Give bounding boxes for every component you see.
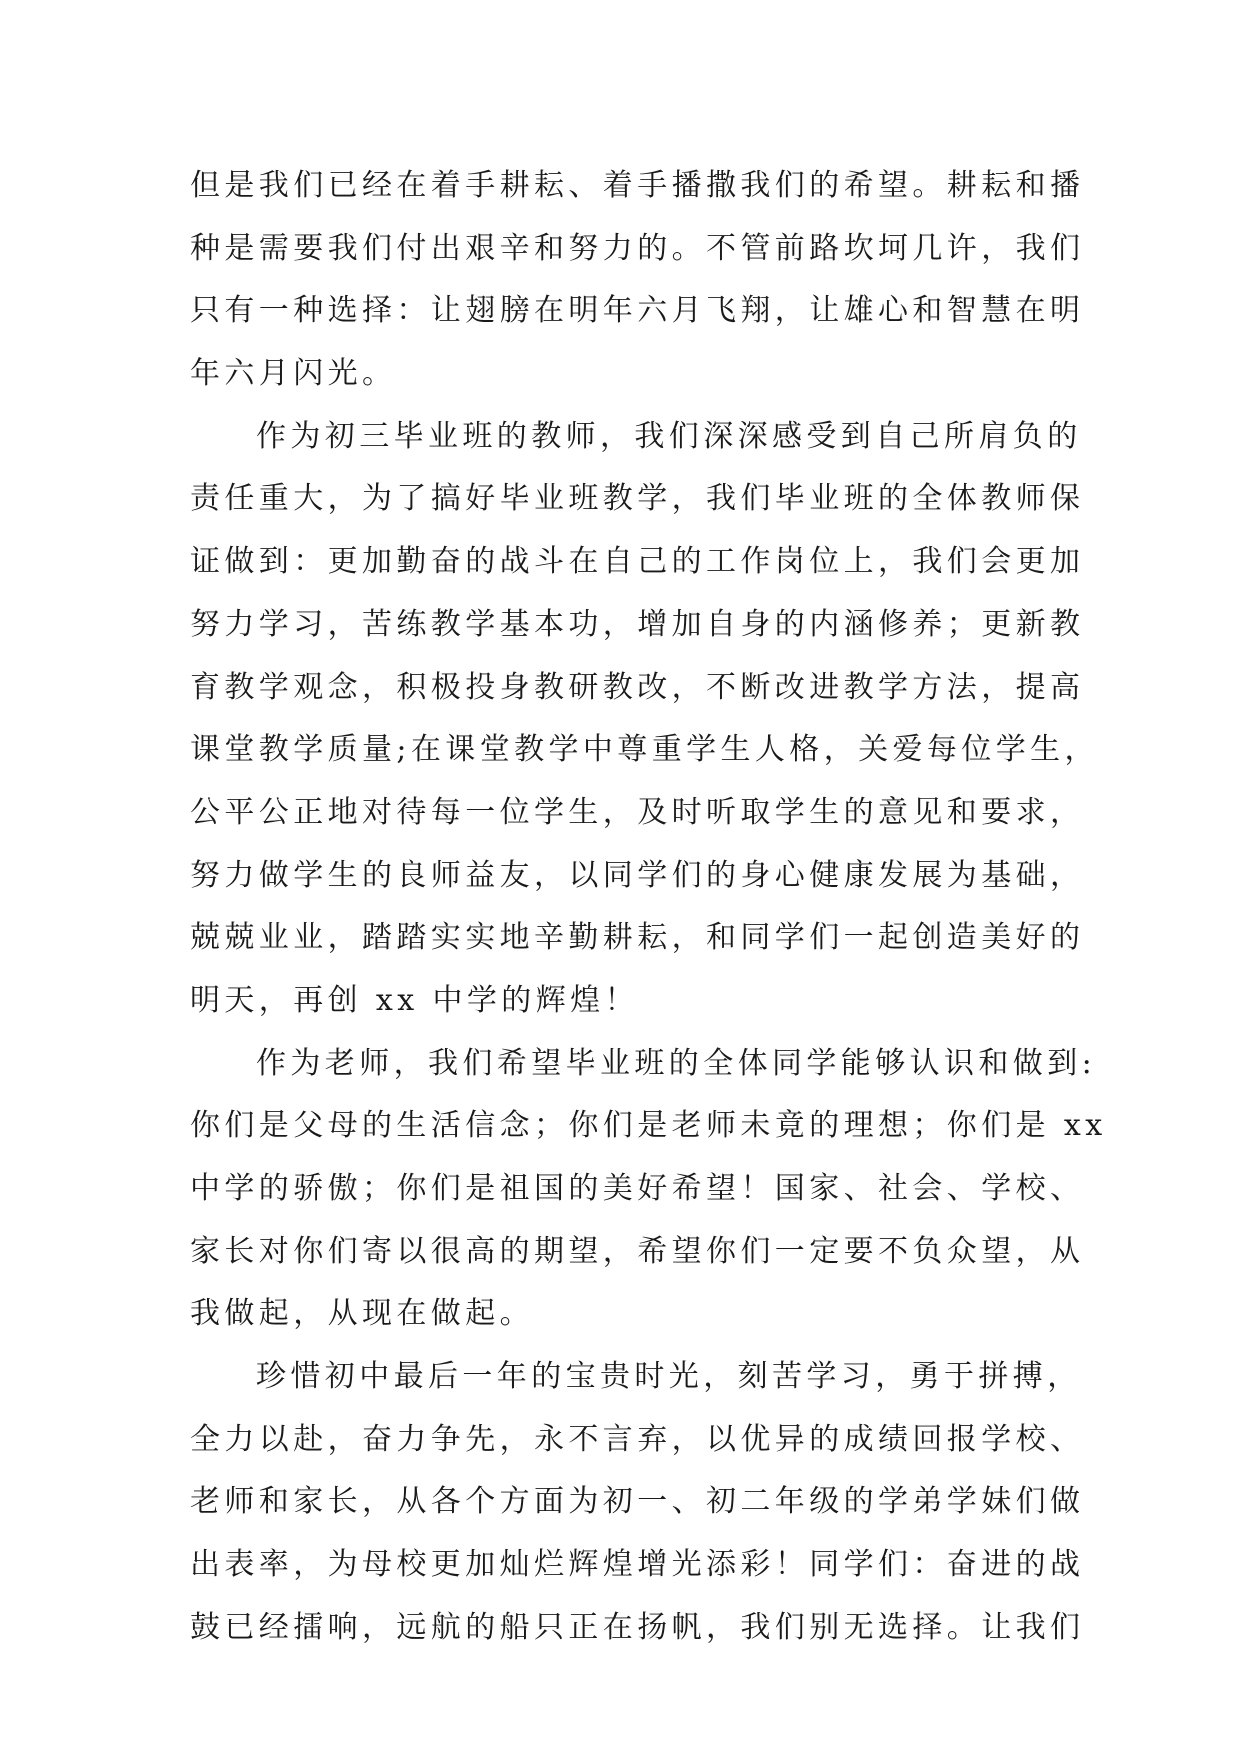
text-line: 我做起，从现在做起。 [190, 1296, 534, 1332]
paragraph-1 [190, 155, 1085, 406]
text-line: 育教学观念，积极投身教研教改，不断改进教学方法，提高 [190, 669, 1085, 705]
text-line: 作为老师，我们希望毕业班的全体同学能够认识和做到: [256, 1045, 1097, 1081]
text-line: 兢兢业业，踏踏实实地辛勤耕耘，和同学们一起创造美好的 [190, 920, 1085, 956]
text-line: 证做到：更加勤奋的战斗在自己的工作岗位上，我们会更加 [190, 544, 1085, 580]
paragraph-4 [190, 1346, 1085, 1659]
text-line: 你们是父母的生活信念；你们是老师未竟的理想；你们是 xx [190, 1108, 1107, 1144]
text-line: 鼓已经擂响，远航的船只正在扬帆，我们别无选择。让我们 [190, 1609, 1085, 1645]
document-body [190, 155, 1107, 1660]
text-line: 公平公正地对待每一位学生，及时听取学生的意见和要求， [190, 794, 1085, 830]
text-line: 珍惜初中最后一年的宝贵时光，刻苦学习，勇于拼搏， [256, 1359, 1082, 1395]
text-line: 责任重大，为了搞好毕业班教学，我们毕业班的全体教师保 [190, 481, 1085, 517]
text-line: 全力以赴，奋力争先，永不言弃，以优异的成绩回报学校、 [190, 1421, 1085, 1457]
text-line: 出表率，为母校更加灿烂辉煌增光添彩！同学们：奋进的战 [190, 1547, 1085, 1583]
paragraph-2 [190, 406, 1099, 1033]
text-line: 家长对你们寄以很高的期望，希望你们一定要不负众望，从 [190, 1233, 1085, 1269]
text-line: 明天，再创 xx 中学的辉煌！ [190, 982, 639, 1018]
text-line: 课堂教学质量;在课堂教学中尊重学生人格，关爱每位学生， [190, 732, 1099, 768]
text-line: 努力学习，苦练教学基本功，增加自身的内涵修养；更新教 [190, 606, 1085, 642]
text-line: 老师和家长，从各个方面为初一、初二年级的学弟学妹们做 [190, 1484, 1085, 1520]
text-line: 努力做学生的良师益友，以同学们的身心健康发展为基础， [190, 857, 1085, 893]
text-line: 但是我们已经在着手耕耘、着手播撒我们的希望。耕耘和播 [190, 168, 1085, 203]
text-line: 中学的骄傲；你们是祖国的美好希望！国家、社会、学校、 [190, 1171, 1085, 1206]
text-line: 只有一种选择：让翅膀在明年六月飞翔，让雄心和智慧在明 [190, 293, 1085, 329]
paragraph-3 [190, 1033, 1107, 1346]
text-line: 年六月闪光。 [190, 356, 397, 392]
text-line: 作为初三毕业班的教师，我们深深感受到自己所肩负的 [256, 418, 1082, 454]
text-line: 种是需要我们付出艰辛和努力的。不管前路坎坷几许，我们 [190, 230, 1085, 266]
